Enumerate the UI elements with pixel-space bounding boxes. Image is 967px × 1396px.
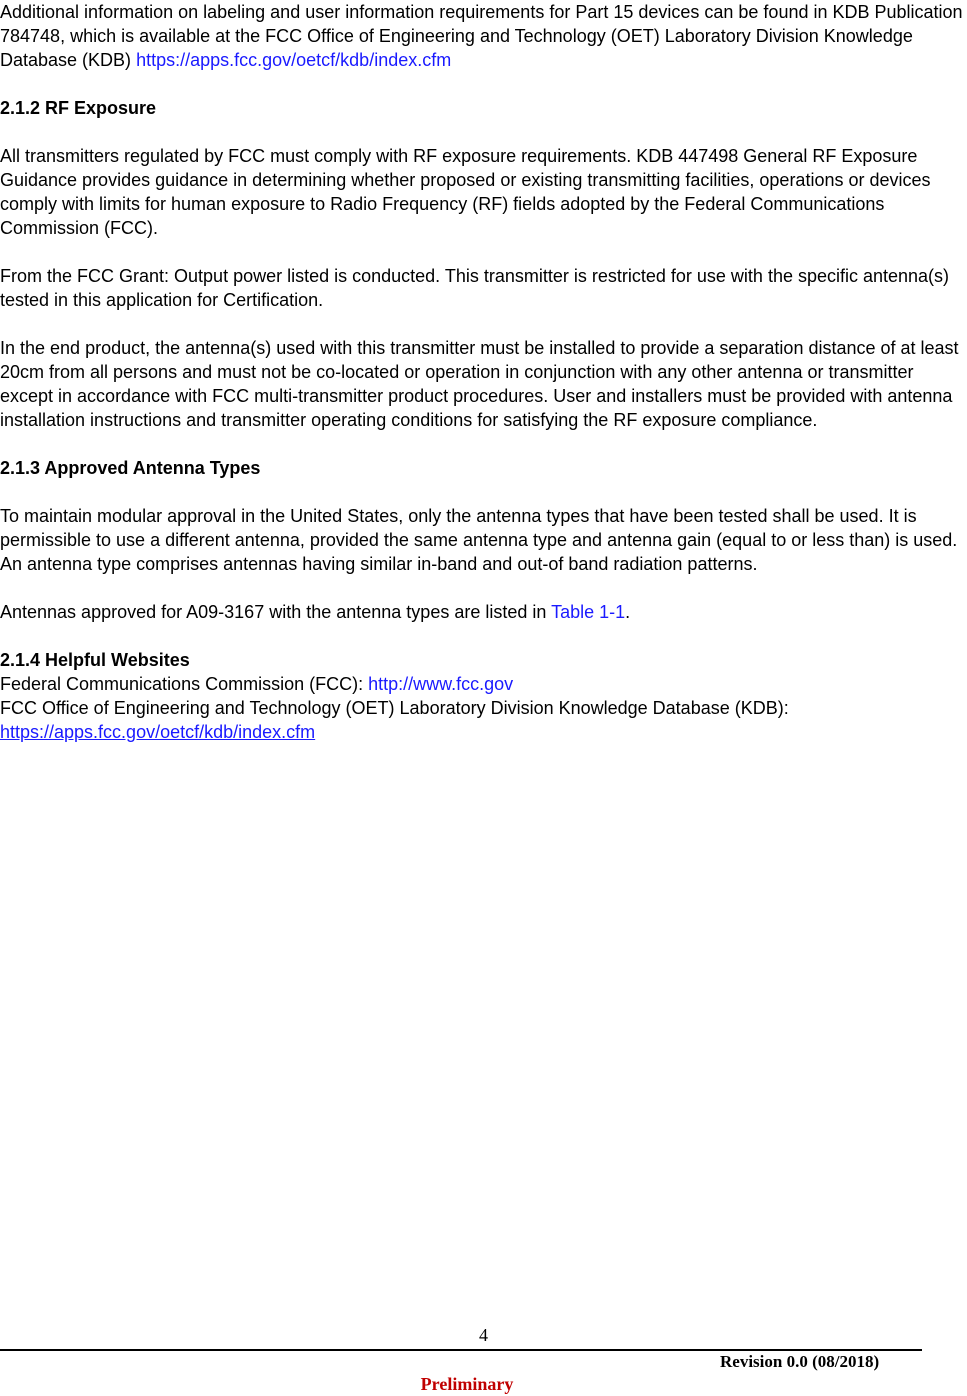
rf-exposure-heading: 2.1.2 RF Exposure — [0, 98, 157, 118]
kdb-link[interactable]: https://apps.fcc.gov/oetcf/kdb/index.cfm — [0, 722, 316, 742]
helpful-websites-heading: 2.1.4 Helpful Websites — [0, 650, 190, 670]
table-reference-link[interactable]: Table 1-1 — [551, 602, 626, 622]
rf-exposure-paragraph-1: All transmitters regulated by FCC must comply with RF exposure requirements. KDB 447498 General RF Exposure Guidance provides guidance in determining whether proposed or existing transmitting facilities, operations or devices comply with limits for human exposure to Radio Frequency (RF) fields adopted by the Federal Communications Commission (FCC). — [0, 146, 931, 238]
kdb-label: FCC Office of Engineering and Technology (OET) Laboratory Division Knowledge Database (KDB): — [0, 698, 789, 718]
fcc-label: Federal Communications Commission (FCC): — [0, 674, 369, 694]
kdb-link-line — [0, 720, 967, 744]
page-number: 4 — [479, 1325, 488, 1345]
antenna-types-text: Antennas approved for A09-3167 with the antenna types are listed in — [0, 602, 552, 622]
footer-divider — [0, 1349, 922, 1351]
antenna-types-heading: 2.1.3 Approved Antenna Types — [0, 458, 261, 478]
intro-text: Additional information on labeling and user information requirements for Part 15 devices can be found in KDB Publication 784748, which is available at the FCC Office of Engineering and Technology (OET) Laboratory Division Knowledge Database (KDB) — [0, 2, 963, 70]
revision-label: Revision 0.0 (08/2018) — [720, 1352, 880, 1371]
antenna-types-paragraph-2 — [0, 600, 967, 624]
preliminary-label: Preliminary — [420, 1374, 514, 1394]
fcc-link[interactable]: http://www.fcc.gov — [368, 674, 514, 694]
antenna-types-paragraph-1: To maintain modular approval in the United States, only the antenna types that have been tested shall be used. It is permissible to use a different antenna, provided the same antenna type and antenna gain (equal to or less than) is used. An antenna type comprises antennas having similar in-band and out-of band radiation patterns. — [0, 506, 958, 574]
antenna-types-period: . — [625, 602, 631, 622]
intro-paragraph — [0, 0, 967, 72]
kdb-link-intro[interactable]: https://apps.fcc.gov/oetcf/kdb/index.cfm — [136, 50, 452, 70]
rf-exposure-paragraph-3: In the end product, the antenna(s) used with this transmitter must be installed to provide a separation distance of at least 20cm from all persons and must not be co-located or operation in conjunction with any other antenna or transmitter except in accordance with FCC multi-transmitter product procedures. User and installers must be provided with antenna installation instructions and transmitter operating conditions for satisfying the RF exposure compliance. — [0, 338, 959, 430]
rf-exposure-paragraph-2: From the FCC Grant: Output power listed is conducted. This transmitter is restricted for use with the specific antenna(s) tested in this application for Certification. — [0, 266, 950, 310]
fcc-website-line — [0, 672, 967, 696]
